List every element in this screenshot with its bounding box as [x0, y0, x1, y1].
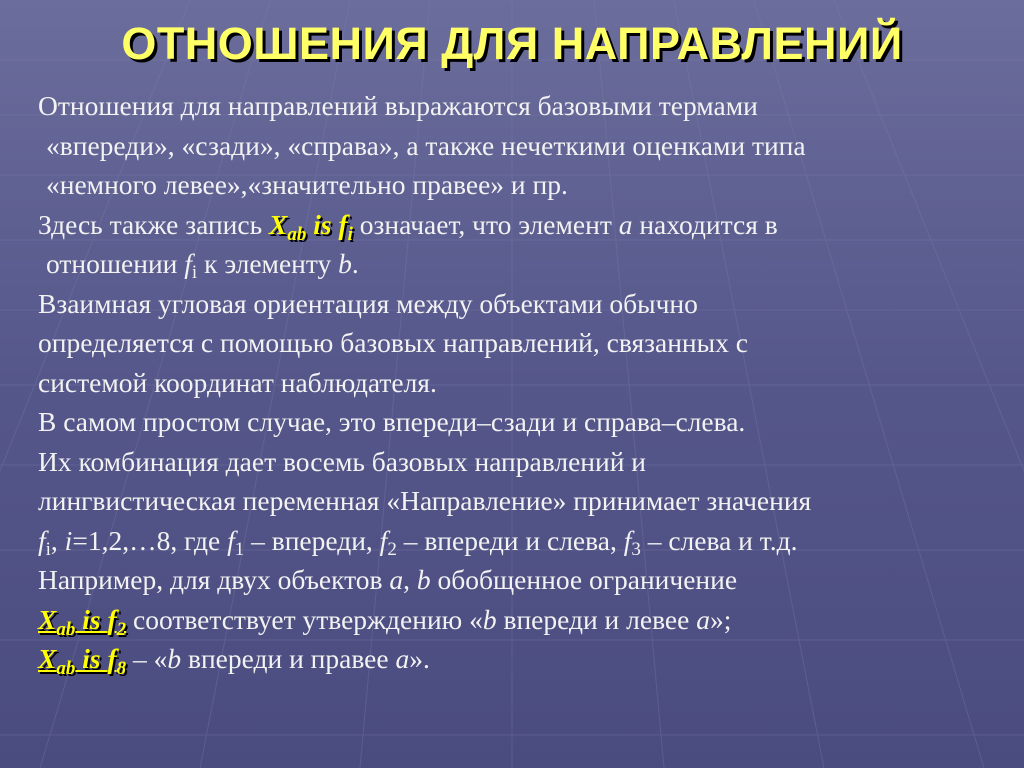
paragraph-directions-intro-line-2: «впереди», «сзади», «справа», а также нечеткими оценками типа: [46, 129, 806, 161]
formula-subscript: ab: [287, 223, 307, 245]
variable-a: a: [395, 643, 410, 674]
variable-b: b: [167, 643, 182, 674]
paragraph-notation-line-2: [38, 244, 998, 284]
text-fragment: обобщенное ограничение: [430, 564, 738, 595]
formula-subscript: ab: [56, 618, 76, 640]
variable-f: f: [38, 524, 46, 556]
formula-symbol: f: [338, 208, 348, 240]
formula-xab-is-f8: [38, 643, 127, 679]
formula-symbol: X: [269, 208, 288, 240]
subscript: i: [191, 262, 198, 283]
text-fragment: ».: [409, 643, 430, 674]
formula-symbol: X: [38, 603, 57, 635]
variable-b: b: [416, 564, 431, 595]
formula-symbol: X: [38, 643, 57, 674]
formula-subscript: i: [347, 223, 353, 245]
variable-b: b: [338, 248, 352, 279]
slide-body: [38, 86, 998, 679]
text-fragment: впереди и левее: [496, 603, 697, 635]
text-fragment: .: [351, 248, 359, 279]
paragraph-combination-line-1: Их комбинация дает восемь базовых направлений и: [38, 445, 647, 477]
paragraph-example-f2: [38, 600, 998, 640]
text-fragment: – впереди и слева,: [396, 524, 624, 556]
variable-f: f: [379, 524, 388, 556]
subscript: i: [45, 538, 51, 560]
variable-f: f: [227, 524, 235, 556]
formula-subscript: 2: [116, 618, 127, 640]
slide-title: ОТНОШЕНИЯ ДЛЯ НАПРАВЛЕНИЙ: [121, 18, 903, 69]
paragraph-example: [38, 560, 998, 600]
text-fragment: означает, что элемент: [352, 208, 619, 240]
text-fragment: Здесь также запись: [38, 208, 269, 240]
variable-a: a: [389, 564, 404, 595]
formula-symbol: f: [107, 643, 117, 674]
paragraph-simple-case: В самом простом случае, это впереди–сзади и справа–слева.: [38, 406, 746, 437]
paragraph-directions-intro-line-3: «немного левее»,«значительно правее» и пр.: [46, 169, 568, 200]
paragraph-notation-line-1: [38, 205, 998, 245]
subscript: 1: [234, 538, 245, 560]
paragraph-directions-intro-line-1: Отношения для направлений выражаются базовыми термами: [38, 90, 758, 121]
text-fragment: – слева и т.д.: [640, 524, 798, 556]
subscript: 2: [387, 538, 397, 560]
text-fragment: отношении: [46, 248, 185, 279]
text-fragment: Например, для двух объектов: [38, 564, 390, 595]
variable-f: f: [184, 248, 192, 279]
formula-subscript: 8: [116, 658, 127, 679]
paragraph-example-f8: [38, 639, 998, 679]
formula-subscript: ab: [56, 658, 76, 679]
text-fragment: =1,2,…8, где: [72, 524, 228, 556]
variable-i: i: [64, 524, 73, 556]
text-fragment: впереди и правее: [181, 643, 396, 674]
text-fragment: находится в: [632, 208, 778, 240]
variable-f: f: [623, 524, 632, 556]
text-fragment: соответствует утверждению «: [126, 603, 483, 635]
formula-keyword: is: [75, 603, 108, 635]
paragraph-combination-line-2: лингвистическая переменная «Направление» принимает значения: [38, 485, 812, 516]
subscript: 3: [631, 538, 641, 560]
variable-b: b: [482, 603, 497, 635]
text-fragment: »;: [709, 603, 732, 635]
paragraph-orientation-line-1: Взаимная угловая ориентация между объектами обычно: [38, 287, 698, 319]
formula-xab-is-fi: [269, 208, 353, 245]
text-fragment: – «: [126, 643, 168, 674]
text-fragment: к элементу: [197, 248, 339, 279]
formula-xab-is-f2: [38, 603, 127, 640]
text-fragment: ,: [50, 524, 65, 556]
formula-symbol: f: [107, 603, 117, 635]
formula-keyword: is: [75, 643, 108, 674]
formula-keyword: is: [306, 208, 339, 240]
paragraph-orientation-line-2: определяется с помощью базовых направлений, связанных с: [38, 327, 748, 358]
paragraph-orientation-line-3: системой координат наблюдателя.: [38, 366, 437, 398]
variable-a: a: [618, 208, 633, 240]
text-fragment: – впереди,: [244, 524, 380, 556]
paragraph-combination-line-3: [38, 521, 998, 561]
variable-a: a: [696, 603, 710, 635]
text-fragment: ,: [403, 564, 417, 595]
